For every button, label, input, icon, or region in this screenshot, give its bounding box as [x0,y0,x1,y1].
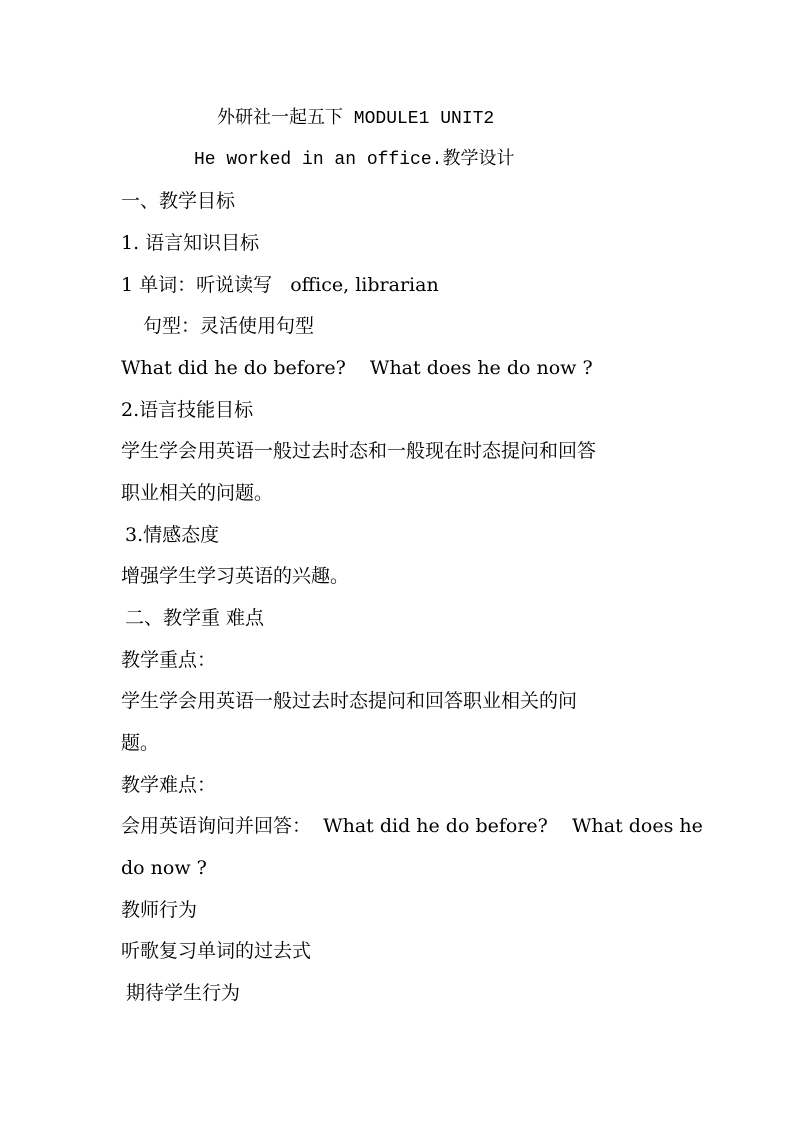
skills-paragraph-line-1: 学生学会用英语一般过去时态和一般现在时态提问和回答 [121,440,597,462]
document-title: 外研社一起五下 MODULE1 UNIT2 [217,109,495,129]
skills-paragraph-line-2: 职业相关的问题。 [121,482,274,504]
teacher-behavior-label: 教师行为 [121,899,198,921]
difficult-point-paragraph-line-1: 会用英语询问并回答： What did he do before? What does he [121,815,703,837]
document-subtitle: He worked in an office.教学设计 [194,150,515,170]
vocabulary-line: 1 单词：听说读写 office, librarian [121,274,439,296]
teacher-behavior-item: 听歌复习单词的过去式 [121,940,312,962]
example-questions-line: What did he do before? What does he do now ? [121,357,593,379]
section-heading-objectives: 一、教学目标 [121,190,236,212]
subheading-attitude: 3.情感态度 [125,524,220,546]
key-point-paragraph-line-2: 题。 [121,732,160,754]
attitude-paragraph: 增强学生学习英语的兴趣。 [121,565,350,587]
key-point-label: 教学重点： [121,649,217,671]
sentence-pattern-line: 句型：灵活使用句型 [143,315,315,337]
expected-student-behavior-label: 期待学生行为 [126,982,241,1004]
subheading-language-skills: 2.语言技能目标 [121,399,254,421]
difficult-point-paragraph-line-2: do now ? [121,857,207,879]
section-heading-key-points: 二、教学重 难点 [125,607,265,629]
subheading-language-knowledge: 1. 语言知识目标 [121,232,260,254]
difficult-point-label: 教学难点： [121,774,217,796]
key-point-paragraph-line-1: 学生学会用英语一般过去时态提问和回答职业相关的问 [121,690,578,712]
